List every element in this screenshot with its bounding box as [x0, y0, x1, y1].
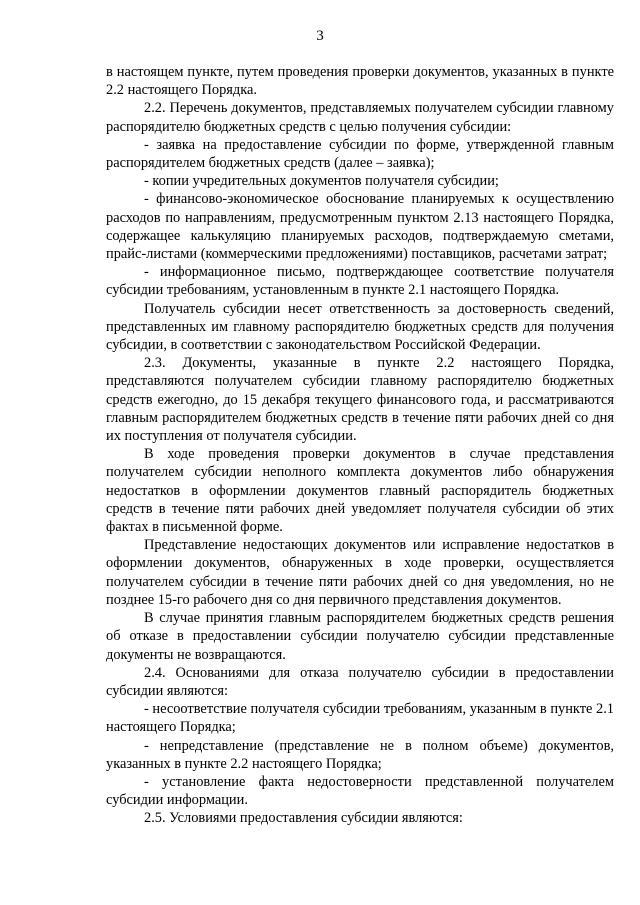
- paragraph-responsibility: Получатель субсидии несет ответственность за достоверность сведений, представленных им главному распорядителю бюджетных средств для получения субсидии, в соответствии с законодательством Российской Федерации.: [106, 300, 614, 354]
- paragraph-continuation: в настоящем пункте, путем проведения проверки документов, указанных в пункте 2.2 настоящего Порядка.: [106, 64, 614, 99]
- paragraph-missing-documents: Представление недостающих документов или исправление недостатков в оформлении документов, обнаруженных в ходе проверки, осуществляется получателем субсидии в течение пяти рабочих дней со дня уведомления, но не позднее 15-го рабочего дня со дня первичного представления документов.: [106, 537, 614, 608]
- list-item-noncompliance: - несоответствие получателя субсидии требованиям, указанным в пункте 2.1 настоящего Порядка;: [106, 701, 614, 736]
- paragraph-2-2-heading: 2.2. Перечень документов, представляемых получателем субсидии главному распорядителю бюджетных средств с целью получения субсидии:: [106, 100, 614, 135]
- paragraph-incomplete-documents: В ходе проведения проверки документов в случае представления получателем субсидии неполного комплекта документов либо обнаружения недостатков в оформлении документов главный распорядитель бюджетных средств в течение пяти рабочих дней уведомляет получателя субсидии об этих фактах в письменной форме.: [106, 446, 614, 536]
- paragraph-refusal-documents: В случае принятия главным распорядителем бюджетных средств решения об отказе в предоставлении субсидии получателю субсидии представленные документы не возвращаются.: [106, 610, 614, 663]
- paragraph-2-5-heading: 2.5. Условиями предоставления субсидии являются:: [144, 810, 463, 827]
- list-item-application: - заявка на предоставление субсидии по форме, утвержденной главным распорядителем бюджетных средств (далее – заявка);: [106, 136, 614, 172]
- paragraph-2-4-heading: 2.4. Основаниями для отказа получателю субсидии в предоставлении субсидии являются:: [106, 664, 614, 699]
- document-body: [106, 63, 614, 828]
- list-item-information-letter: - информационное письмо, подтверждающее соответствие получателя субсидии требованиям, установленным в пункте 2.1 настоящего Порядка.: [106, 264, 614, 299]
- list-item-nonsubmission: - непредставление (представление не в полном объеме) документов, указанных в пункте 2.2 настоящего Порядка;: [106, 737, 614, 772]
- page-number: 3: [316, 28, 324, 44]
- list-item-false-information: - установление факта недостоверности представленной получателем субсидии информации.: [106, 773, 614, 809]
- list-item-financial-justification: - финансово-экономическое обоснование планируемых к осуществлению расходов по направлениям, предусмотренным пунктом 2.13 настоящего Порядка, содержащее калькуляцию планируемых расходов, подтверждаемую сметами, прайс-листами (коммерческими предложениями) поставщиков, расчетами затрат;: [106, 191, 614, 263]
- paragraph-2-3: 2.3. Документы, указанные в пункте 2.2 настоящего Порядка, представляются получателем субсидии главному распорядителю бюджетных средств ежегодно, до 15 декабря текущего финансового года, и рассматриваются главным распорядителем бюджетных средств в течение пяти рабочих дней со дня их поступления от получателя субсидии.: [106, 355, 614, 445]
- list-item-charter-copies: - копии учредительных документов получателя субсидии;: [144, 173, 499, 190]
